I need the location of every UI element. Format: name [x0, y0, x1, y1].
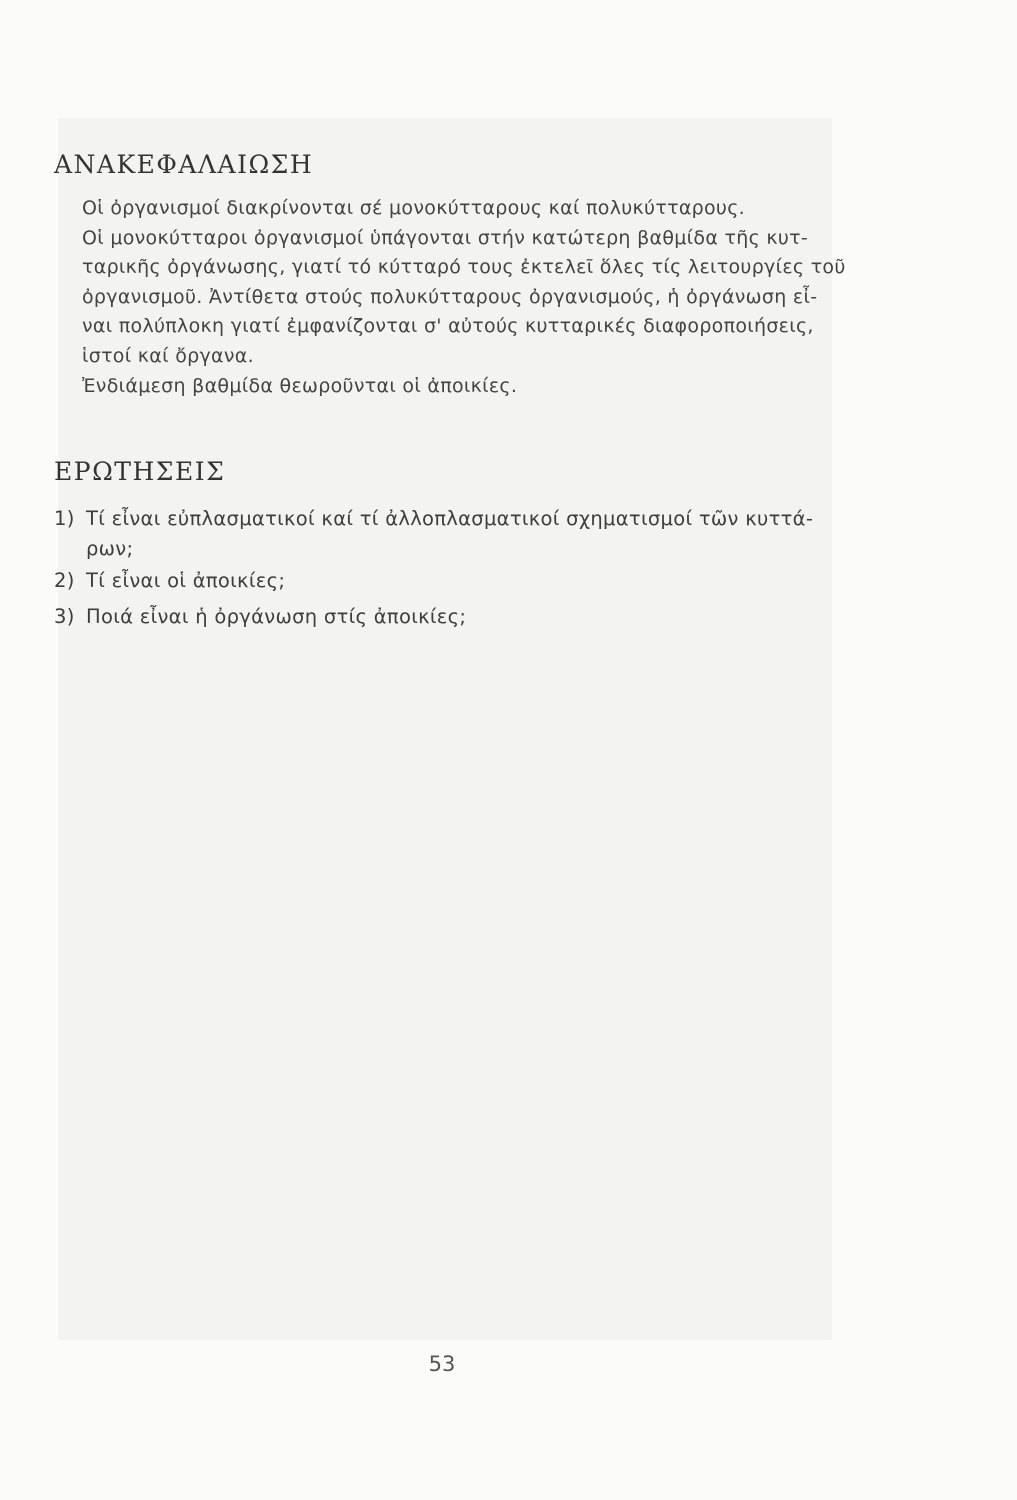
question-number: 2) — [54, 569, 75, 592]
question-item — [54, 504, 834, 564]
question-number: 1) — [54, 507, 75, 530]
summary-line: ἱστοί καί ὄργανα. — [82, 344, 254, 367]
question-text: Τί εἶναι οἱ ἀποικίες; — [86, 569, 286, 592]
summary-line: ναι πολύπλοκη γιατί ἐμφανίζονται σ' αὐτούς κυτταρικές διαφοροποιήσεις, — [82, 315, 814, 338]
questions-list — [54, 504, 834, 632]
page-number: 53 — [428, 1352, 456, 1376]
summary-line: Οἱ ὀργανισμοί διακρίνονται σέ μονοκύτταρους καί πολυκύτταρους. — [82, 197, 746, 219]
summary-line: ὀργανισμοῦ. Ἀντίθετα στούς πολυκύτταρους ὀργανισμούς, ἡ ὀργάνωση εἶ- — [82, 285, 818, 308]
question-item — [54, 566, 834, 596]
summary-line: Ἐνδιάμεση βαθμίδα θεωροῦνται οἱ ἀποικίες. — [82, 374, 518, 397]
questions-heading: ΕΡΩΤΗΣΕΙΣ — [54, 457, 226, 486]
summary-paragraph — [82, 194, 846, 401]
question-item — [54, 602, 834, 632]
question-text: Ποιά εἶναι ἡ ὀργάνωση στίς ἀποικίες; — [86, 605, 467, 628]
summary-line: Οἱ μονοκύτταροι ὀργανισμοί ὑπάγονται στήν κατώτερη βαθμίδα τῆς κυτ- — [82, 226, 809, 249]
question-text: Τί εἶναι εὐπλασματικοί καί τί ἀλλοπλασματικοί σχηματισμοί τῶν κυττά- — [86, 507, 814, 530]
question-text-continuation: ρων; — [86, 537, 134, 560]
summary-line: ταρικῆς ὀργάνωσης, γιατί τό κύτταρό τους ἐκτελεῖ ὅλες τίς λειτουργίες τοῦ — [82, 256, 846, 279]
question-number: 3) — [54, 605, 75, 628]
summary-heading: ΑΝΑΚΕΦΑΛΑΙΩΣΗ — [54, 150, 314, 179]
